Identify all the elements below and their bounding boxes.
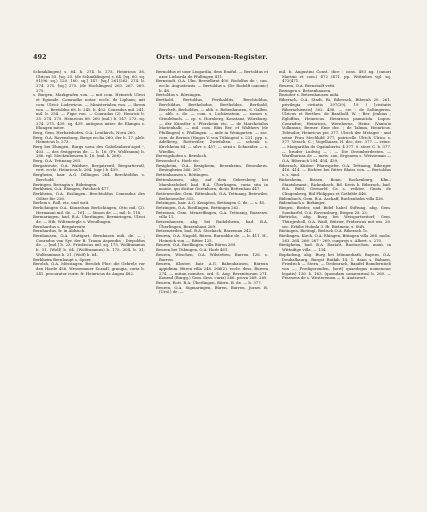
index-entry: Betzingen, O.A. Riedlingen, Bettingen 262.: [156, 204, 240, 210]
index-entry: Beuren bei Tübingen, O.A. Horb 461.: [156, 247, 229, 253]
index-entry: Bickesheim, Bissen, Bonn, Rockenburg, Kfm., Staatsbeamt., Rickenbach, Bd. Kreis b. Biberach, bad. B.A. Bühl, Gernorld Ca s. reibter. Gunts de Clingenberg, Biil Philippus et Gothilde 446.: [279, 176, 391, 196]
index-entry: Berkheim, O.A. Ehingen, Patchach 477.: [33, 186, 110, 192]
index-entry: Bernstadt, O.A. Ulm, Bernelbrat 400. Rodolfus de -, can. eccle. Augustensis. — Bertoldus s. (Dr. Rodolfi canonic) b. 48.: [156, 78, 268, 93]
index-entry: Beuren, O.A. Bernstadt vetti.: [279, 83, 336, 89]
index-column-1: [33, 70, 145, 482]
index-entry: Bezniter s. Betzenhausen mihi.: [279, 92, 340, 98]
index-entry: Bietigheim, bad. B.A. Rastatt, Bueturchen, mont. in Wittnifige villa. — 134.: [279, 242, 391, 253]
index-entry: mil. b. Augustini Const. dice : cons. 493 ng. (canori Martini et com.) 472 (471. pp. Wittmhes vgl. sq. 472(471.: [279, 70, 391, 84]
index-entry: Biberach, O.A. Stadt, Bi, Biberach, Biberah 20. 261. privilegia civitatis 297(29), 19 ) [civitatis Biberachiensis] 302. 436. — civ. : de Saltingeren. Ulricus et Berthes. de Bantholf, W. ; Ber. Jenhias ; Egloffius, Heinricus. Heinricus pannicida. Lupus. Conradus; Heinricus, Wernherus, Heinr. (Vanto)a Volkinsus; Berner. Eine dec. ; de Talmm, Heinricus. Tebtudor, Heinricus pec 377. Ulrich der Metager - und seine Frau Mechhild 377, patricelle Ulrich Ulrico s. 377, Verach, C. ; Vogelhuaer, H. dec, dec. 377. — seine. — Margaritha de Ogaimbertu. 4 377. 0. sterr. C. b. 377. — bruder Ludwig — . — Die Dreimberdesten. — Wardhurnas de — mets. can. Ergenem s. Weisseman — O.A. Biberach 294. 454. 439.: [279, 97, 391, 164]
index-entry: Beuren, Rott. B.A. Überlingen, Bürrn. B. de. — b. 377.: [156, 279, 262, 285]
index-column-3: [279, 70, 391, 482]
index-entry: Berg, Gem. Herbatshofen, O.A. Leutkirch, Nova 260.: [33, 129, 137, 135]
index-entry: Biberach, Küster: Pfaresprfer, O.A. Tettnang, Biberger 416. 414. — Richter bei Ritter Blaiss von. — Bertoldus s. s. sind.: [279, 162, 391, 178]
index-entry: Berkheim, O.A. Esslingen. Berchtoldus Comradus des Gölter für 226.: [33, 190, 145, 201]
index-entry: Bopfadong, abg. Burg bei Münnerkath, Bayern, O.A. Deubalbaurg, Burgst Butkih 14. 1. dann s. Bahnen, Friedrich — Stern. — Dedenrach, Banifel Bomderntieb von —, Predigeronden, [sert] quaedogas nomenciac legatis) 136. b. 163. (quondam camerarius) b. 260. — Praesens de s. Westeremen — 6. Amtswort.: [279, 251, 391, 281]
index-entry: Berlichingen O.A. Künzelsau Berlichingen, Otto mil. (2). Hermanni mil. de. — 161. — Simon de. —, mil. b. 118.: [33, 204, 145, 215]
index-entry: Bietrichs, abg. Burg bei Weisgortzeitorf, Gem. Thürgesholl, O.A. Waiß, Bütrier, Fridericus mit wis. 28. sec. Erbilie Hohnla 3. fb. Bietmeiz. s. Stift.: [279, 214, 391, 229]
index-entry: Bernhardus, fr. in Aldsuch.: [33, 228, 86, 234]
index-entry: Bernoldus et uxor Liugardia, dess Emiful. — Bertoldus et uxor Liebarda de Pfullingen 411.: [156, 70, 268, 79]
index-entry: Bidembach, Gem. B.A. Aschaff, Bucbenhelm villa 426.: [279, 195, 385, 201]
index-entry: Berthold, Bertoldus, Perthaldits, Berchtoldus, Berchildus, Berthelodus, Bertholdus, Berthold, Berchelt, Berholdus, — abb. s. Bebenhausen, S. Gallen. — abb. s. de. — com. s. Lichtenstein. — nomes s. Grindebach. — cp. s. Hornberg, Konstanz, Würzburg. — der Künstler s. Pforzheim etc. — de Marchetalus Marienhalb. — mil. com. filiis Ber. et Walthers (de Pfullingen) s. Pfullingen. — mde in Weingarten. — sac. com. de Bernus (Hugos V. von Tübingen) s. 231. pyp. s. Adelberg, Rottweiler, Zwiefalten. — schenk s. Kirchheim 64. — silvr. s. 457. — sexii s. Schneider. — s. Wiedlin.: [156, 97, 268, 154]
running-title: Orts- und Personen-Register.: [156, 53, 268, 61]
index-entry: Bettenhausen, abg. auf dem Gebersberg bei Marsbachdorf, bad. B.A. Überlingen, curia sita in monte, qui dicitur Gerenhorn, dictis Bettenhau 447.: [156, 176, 268, 192]
index-entry: Bidembach s. Birkinger.: [279, 200, 326, 206]
index-entry: Bietingen, Bietingl, Bielisch O.A. Biberach 1c.: [279, 228, 369, 234]
index-entry: Berg bei Ehingen, Burgs nova des Gabelenbern'sqed -, 403. — des Swiggerus de. — b. 16. (Fr. Wolframm) b. 266. vgl. Meckenbeuren b. 16. (mil. b. 266).: [33, 144, 145, 159]
index-entry: Bietlingen, Kirch, O.A. Ehingen, Bitingen villa 266. mobs. 263. 264. 266. 267 - 269. cunprejs s. Albert. s. 270.: [279, 233, 391, 243]
index-entry: Schmiklingen) s. 64. b. 274. b. 275, Heinricus 36. Ulricus 55. [sq. 25. (de Schmiklingen) s. 64. [sq. 60. sq. 91(96. sq.) 120. 160. sq.] 147. [sq.] 261(262. 274. b. 274. 275. [sq.] 275. (de Hochlingen) 263. 267. 269. 275.: [33, 70, 145, 93]
index-entry: Betzingen, bair. A.G. Kempten, Bettingen C. de. — s. 45.: [156, 200, 266, 206]
index-entry: Bettenweiler, Gem. Rittenbuch, O.A. Tettnang, Betewiler, Bethenweiler 332.: [156, 190, 268, 201]
index-entry: Beuren, O.A. Nagold, Büren, Burunkhe de. — b. 411. H., Heinrich von —, Ritter 125.: [156, 233, 268, 243]
index-entry: Berg, O.A. Ravensburg, Burgs ecclia 260, der b. 17. pleb. Heinricus b. 273.: [33, 134, 145, 145]
index-entry: s. Burgen, Markgrafen von. — mit com. Heinrich Ulrici et Egionde. Comradhe notar. eccle. de Liphain; mit com. Ulrici: Ludewicus. — Ministerialen von. — Ihrem von. — Bertoldus 68. b. 245. b. 402. Conradus mil. 241. mil. b. 254. — Figie von. — Conradus (2). Henricii b. 35. 274. 275. Heinricus 68. 260 (mil.) b. 147. 273. sq. 274. 275. 439. sq. 439. antiquus miter. de Ehingin s. Ehingen miter.: [33, 92, 145, 131]
index-entry: Beuren, O.A. Riedlingen, villa Büren 269.: [156, 242, 237, 248]
index-entry: Betzenrieden, bad. B.A. Stockach, Bazzenau 242.: [156, 228, 253, 234]
index-entry: Bermaringen, bad. B.A. Überlingen, Bermiringen, Ulrici de. — Hib. Wiltenriegle s. Wendlingen.: [33, 214, 145, 224]
index-entry: Betzenhausen, abg. bei Radolsheim, bad. B.A. Überlingen, Bezzenhaus 269.: [156, 219, 268, 229]
index-entry: Bertoldus s. Börsingen.: [156, 92, 202, 98]
index-column-2: [156, 70, 268, 482]
index-entry: Bernhausen, O.A. Stuttgart, Bernhusen mili. de. — ; Conradus van Syr. der B. Traum Aspendin ; Diepoldus de. — [mil.] b. 23. Friedricus mil. sq. 175. Wolframmus b. 31. (Wolf) b. 64. (Wolframmus) b. 175. 204. b. 31. Wolframmus b. 21. (Wolf) b. 64.: [33, 233, 145, 257]
index-entry: Berlem s. Roll. etc. und weit.: [33, 200, 90, 206]
index-entry: Berg, O.A. Tettnang 263.: [33, 158, 82, 164]
index-entry: Bessenhof s. Horb etc.: [156, 158, 201, 164]
index-entry: Berwigshofen s. Bernloch.: [156, 153, 208, 159]
index-entry: Bernhardus s. Bergatreute.: [33, 223, 87, 229]
index-entry: Biegen, Bieder, und Bidel habel Stiftung, abg. Gem. Sombarfel, O.A. Ravensburg, Biegen 28. 23.: [279, 204, 391, 215]
index-entry: Beringen, Beringin s. Böhringen.: [33, 181, 98, 187]
index-entry: Beuren, Kloster, bair. A.G. Babenhausen, Büreun appidium. Büren villa 248. 266(2). eccle. dess. Burren 274. — mitun nomites. ord. S. Aug. Bereniturum 271. Konrad (Burgg.) Gem. dess. curia) 266. prova 268. 269.: [156, 261, 268, 281]
index-entry: Bergatreute, O.A. Waldsee, Bergatreutl, Bergartierutl, vert. eccle. Heinricus b. 264. (ngr.) b. 439.: [33, 162, 145, 173]
index-entry: Berkheim Bernhaupt s. Speer.: [33, 256, 92, 262]
index-entry: Besigheim, O.A. Besigheim, Besenkeim, Besenkern. Besingheim 266. 267.: [156, 162, 268, 173]
index-entry: Betzenau, Gem. Menzelfingen, O.A. Tettnang, Bazzenw. villa 11.: [156, 209, 268, 220]
index-entry: Bezingen s. Betzenhausen.: [279, 87, 332, 93]
index-entry: Bettenhausen s. Böttingen.: [156, 172, 209, 178]
index-entry: Beuren, Wöschen, O.A. Wilstetten, Burren 126. s. Burren.: [156, 251, 268, 262]
index-entry: Beuren, O.A. Sigmaringen, Büren, Burren, Juraw. B. (Ursl.) de. —: [156, 284, 268, 295]
page-header: [33, 52, 391, 62]
page-number: 492: [33, 53, 47, 61]
index-entry: Berolzh, O.A. Mössingen. Berolzh Flur: die Gebrele vor den Harde 456. Wessemauer Scandl, grangia, curia b. 241. procurator curie: fr. Heinricus de Augea 482.: [33, 261, 145, 276]
index-entry: Bergheim, bair. A.G. Dillingen 264. Berchtoldus s. Berchold.: [33, 172, 145, 182]
